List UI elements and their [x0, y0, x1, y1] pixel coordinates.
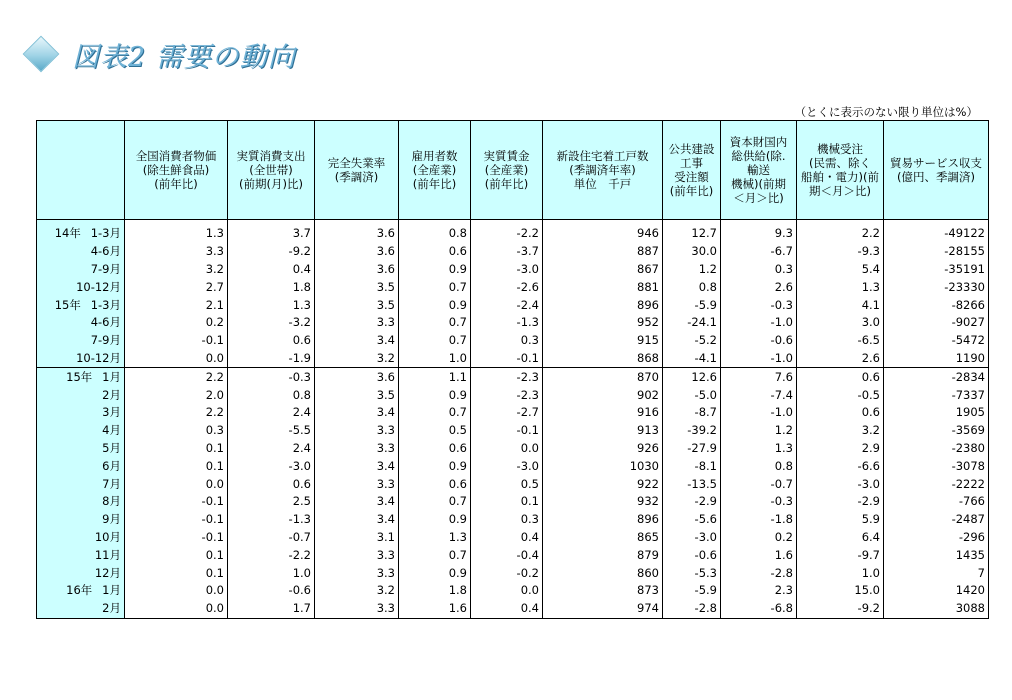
table-cell: 2.4 — [228, 404, 315, 422]
table-row — [37, 386, 989, 404]
table-cell: 2.2 — [797, 225, 884, 243]
table-cell: 1.3 — [125, 225, 228, 243]
row-label: 3月 — [37, 404, 125, 422]
table-cell: 1.7 — [228, 600, 315, 618]
table-row — [37, 582, 989, 600]
table-cell: 3.2 — [797, 422, 884, 440]
row-label: 4-6月 — [37, 314, 125, 332]
table-cell: -6.8 — [721, 600, 797, 618]
table-cell: 0.6 — [399, 243, 471, 261]
column-header: 資本財国内 総供給(除. 輸送 機械)(前期 ＜月＞比) — [721, 121, 797, 220]
table-cell: 3.3 — [315, 546, 399, 564]
table-cell: 3.3 — [315, 475, 399, 493]
table-cell: 0.3 — [721, 261, 797, 279]
row-label: 9月 — [37, 511, 125, 529]
table-cell: 1.3 — [399, 529, 471, 547]
table-cell: 902 — [543, 386, 663, 404]
table-cell: 0.6 — [228, 475, 315, 493]
column-header: 完全失業率 (季調済) — [315, 121, 399, 220]
table-cell: 916 — [543, 404, 663, 422]
table-cell: 974 — [543, 600, 663, 618]
row-label: 15年 1-3月 — [37, 296, 125, 314]
table-cell: 0.6 — [228, 332, 315, 350]
column-header: 雇用者数 (全産業) (前年比) — [399, 121, 471, 220]
table-row — [37, 529, 989, 547]
table-cell: -2.2 — [471, 225, 543, 243]
table-cell: -9.7 — [797, 546, 884, 564]
table-cell: -9.2 — [228, 243, 315, 261]
row-label: 15年 1月 — [37, 368, 125, 386]
table-cell: 0.1 — [125, 546, 228, 564]
table-cell: 2.6 — [721, 278, 797, 296]
table-cell: 873 — [543, 582, 663, 600]
table-cell: -1.0 — [721, 314, 797, 332]
row-era: 14年 — [54, 226, 81, 241]
table-cell: 0.5 — [471, 475, 543, 493]
table-cell: 1.0 — [228, 564, 315, 582]
table-cell: -766 — [884, 493, 989, 511]
table-cell: 870 — [543, 368, 663, 386]
table-cell: -0.6 — [721, 332, 797, 350]
table-cell: 913 — [543, 422, 663, 440]
table-cell: 12.7 — [663, 225, 721, 243]
table-cell: 2.2 — [125, 368, 228, 386]
row-label: 7月 — [37, 475, 125, 493]
table-row — [37, 278, 989, 296]
table-cell: 0.0 — [125, 600, 228, 618]
table-cell: -2.8 — [663, 600, 721, 618]
table-cell: 3088 — [884, 600, 989, 618]
table-cell: 3.4 — [315, 457, 399, 475]
table-cell: -35191 — [884, 261, 989, 279]
table-cell: 3.3 — [125, 243, 228, 261]
table-cell: -2.8 — [721, 564, 797, 582]
table-cell: -5.3 — [663, 564, 721, 582]
table-cell: -2380 — [884, 440, 989, 458]
table-cell: 1030 — [543, 457, 663, 475]
table-cell: 1.2 — [721, 422, 797, 440]
table-cell: 865 — [543, 529, 663, 547]
table-cell: 0.1 — [471, 493, 543, 511]
table-cell: 3.5 — [315, 386, 399, 404]
row-label: 7-9月 — [37, 261, 125, 279]
table-cell: -3.0 — [663, 529, 721, 547]
table-cell: -2.6 — [471, 278, 543, 296]
table-cell: 0.4 — [471, 600, 543, 618]
table-cell: -0.3 — [721, 296, 797, 314]
table-row — [37, 546, 989, 564]
table-cell: -2834 — [884, 368, 989, 386]
table-row — [37, 564, 989, 582]
table-cell: -2487 — [884, 511, 989, 529]
table-cell: 1.6 — [721, 546, 797, 564]
table-cell: -27.9 — [663, 440, 721, 458]
table-cell: 12.6 — [663, 368, 721, 386]
table-cell: -2.4 — [471, 296, 543, 314]
table-cell: 0.6 — [399, 475, 471, 493]
table-cell: -3078 — [884, 457, 989, 475]
table-cell: -7.4 — [721, 386, 797, 404]
table-cell: 3.5 — [315, 296, 399, 314]
table-cell: 0.9 — [399, 261, 471, 279]
table-cell: -2.9 — [663, 493, 721, 511]
table-cell: 0.4 — [471, 529, 543, 547]
header-row — [37, 121, 989, 220]
table-cell: -0.2 — [471, 564, 543, 582]
table-cell: 0.1 — [125, 564, 228, 582]
table-cell: 0.8 — [721, 457, 797, 475]
row-label: 10月 — [37, 529, 125, 547]
table-cell: 3.6 — [315, 243, 399, 261]
diamond-icon — [23, 36, 60, 73]
table-cell: 0.6 — [399, 440, 471, 458]
table-cell: 1435 — [884, 546, 989, 564]
table-cell: 915 — [543, 332, 663, 350]
table-cell: 3.2 — [315, 582, 399, 600]
table-row — [37, 600, 989, 618]
row-label: 5月 — [37, 440, 125, 458]
header-corner — [37, 121, 125, 220]
table-cell: 952 — [543, 314, 663, 332]
table-cell: 1.1 — [399, 368, 471, 386]
table-cell: -1.3 — [471, 314, 543, 332]
table-cell: -6.5 — [797, 332, 884, 350]
table-cell: 0.9 — [399, 511, 471, 529]
table-cell: 2.6 — [797, 350, 884, 368]
table-cell: 926 — [543, 440, 663, 458]
table-cell: 9.3 — [721, 225, 797, 243]
table-cell: -5.9 — [663, 582, 721, 600]
row-label: 11月 — [37, 546, 125, 564]
table-cell: 2.7 — [125, 278, 228, 296]
table-row — [37, 404, 989, 422]
row-label: 4-6月 — [37, 243, 125, 261]
table-row — [37, 422, 989, 440]
table-cell: 0.3 — [471, 511, 543, 529]
table-cell: 3.3 — [315, 314, 399, 332]
table-cell: 7 — [884, 564, 989, 582]
table-cell: -3.0 — [471, 457, 543, 475]
table-cell: -0.1 — [125, 529, 228, 547]
table-cell: 3.4 — [315, 332, 399, 350]
table-cell: 1.2 — [663, 261, 721, 279]
table-cell: -3.2 — [228, 314, 315, 332]
table-cell: -296 — [884, 529, 989, 547]
table-cell: 2.5 — [228, 493, 315, 511]
table-cell: -23330 — [884, 278, 989, 296]
row-label: 2月 — [37, 600, 125, 618]
table-cell: -6.7 — [721, 243, 797, 261]
table-cell: 0.0 — [125, 350, 228, 368]
table-cell: -3.0 — [797, 475, 884, 493]
table-cell: -39.2 — [663, 422, 721, 440]
table-cell: 1905 — [884, 404, 989, 422]
table-cell: -0.6 — [228, 582, 315, 600]
table-cell: 3.0 — [797, 314, 884, 332]
table-cell: 2.9 — [797, 440, 884, 458]
table-cell: 922 — [543, 475, 663, 493]
table-cell: -0.6 — [663, 546, 721, 564]
table-cell: 3.6 — [315, 261, 399, 279]
table-cell: 6.4 — [797, 529, 884, 547]
column-header: 実質賃金 (全産業) (前年比) — [471, 121, 543, 220]
table-cell: -3569 — [884, 422, 989, 440]
table-cell: 5.4 — [797, 261, 884, 279]
table-cell: 7.6 — [721, 368, 797, 386]
table-row — [37, 368, 989, 386]
row-label: 16年 1月 — [37, 582, 125, 600]
table-cell: 881 — [543, 278, 663, 296]
table-cell: 3.4 — [315, 511, 399, 529]
table-cell: -5.6 — [663, 511, 721, 529]
table-cell: 0.6 — [797, 404, 884, 422]
table-cell: -0.3 — [721, 493, 797, 511]
table-cell: -0.1 — [471, 422, 543, 440]
table-cell: 3.3 — [315, 422, 399, 440]
row-label: 10-12月 — [37, 278, 125, 296]
table-cell: 0.9 — [399, 457, 471, 475]
table-cell: 0.2 — [125, 314, 228, 332]
table-cell: 0.8 — [399, 225, 471, 243]
table-cell: -9.2 — [797, 600, 884, 618]
table-cell: 868 — [543, 350, 663, 368]
table-cell: 3.2 — [315, 350, 399, 368]
table-cell: 0.7 — [399, 314, 471, 332]
table-cell: -9027 — [884, 314, 989, 332]
table-cell: -5.9 — [663, 296, 721, 314]
row-label: 8月 — [37, 493, 125, 511]
table-cell: 1190 — [884, 350, 989, 368]
table-row — [37, 493, 989, 511]
table-cell: 0.2 — [721, 529, 797, 547]
table-cell: 0.7 — [399, 546, 471, 564]
table-cell: -28155 — [884, 243, 989, 261]
table-cell: -1.0 — [721, 404, 797, 422]
table-cell: 2.1 — [125, 296, 228, 314]
table-cell: 0.9 — [399, 564, 471, 582]
table-cell: 3.5 — [315, 278, 399, 296]
table-cell: 2.3 — [721, 582, 797, 600]
table-cell: 860 — [543, 564, 663, 582]
table-cell: -5472 — [884, 332, 989, 350]
table-cell: 867 — [543, 261, 663, 279]
column-header: 実質消費支出 (全世帯) (前期(月)比) — [228, 121, 315, 220]
table-cell: -0.3 — [228, 368, 315, 386]
table-cell: 0.7 — [399, 332, 471, 350]
row-label: 12月 — [37, 564, 125, 582]
table-body — [37, 220, 989, 619]
table-cell: -2.3 — [471, 368, 543, 386]
table-cell: -9.3 — [797, 243, 884, 261]
table-cell: -13.5 — [663, 475, 721, 493]
row-label: 2月 — [37, 386, 125, 404]
table-cell: -1.8 — [721, 511, 797, 529]
table-cell: 3.2 — [125, 261, 228, 279]
table-cell: 0.3 — [471, 332, 543, 350]
table-cell: -0.5 — [797, 386, 884, 404]
table-cell: 946 — [543, 225, 663, 243]
table-row — [37, 440, 989, 458]
table-cell: -6.6 — [797, 457, 884, 475]
table-cell: -8266 — [884, 296, 989, 314]
table-cell: 0.7 — [399, 404, 471, 422]
table-cell: 3.6 — [315, 225, 399, 243]
table-cell: -3.7 — [471, 243, 543, 261]
table-cell: 932 — [543, 493, 663, 511]
table-cell: 2.2 — [125, 404, 228, 422]
table-cell: 1.0 — [797, 564, 884, 582]
table-cell: 0.3 — [125, 422, 228, 440]
table-cell: 1.0 — [399, 350, 471, 368]
row-label: 14年 1-3月 — [37, 225, 125, 243]
table-row — [37, 261, 989, 279]
table-cell: 2.4 — [228, 440, 315, 458]
table-cell: 0.0 — [125, 582, 228, 600]
table-row — [37, 457, 989, 475]
table-cell: 3.3 — [315, 440, 399, 458]
table-cell: 0.4 — [228, 261, 315, 279]
unit-note: （とくに表示のない限り単位は%） — [794, 105, 978, 119]
demand-trend-table — [36, 120, 989, 619]
table-row — [37, 296, 989, 314]
table-cell: -1.0 — [721, 350, 797, 368]
column-header: 新設住宅着工戸数 (季調済年率) 単位 千戸 — [543, 121, 663, 220]
table-cell: -0.7 — [228, 529, 315, 547]
table-cell: -2.7 — [471, 404, 543, 422]
table-cell: 1.3 — [228, 296, 315, 314]
row-era: 16年 — [66, 583, 93, 598]
table-cell: 3.3 — [315, 564, 399, 582]
table-cell: 3.6 — [315, 368, 399, 386]
table-cell: 1.3 — [721, 440, 797, 458]
table-cell: -2.9 — [797, 493, 884, 511]
table-cell: 0.0 — [471, 440, 543, 458]
table-cell: 2.0 — [125, 386, 228, 404]
table-cell: -49122 — [884, 225, 989, 243]
table-cell: -0.1 — [125, 332, 228, 350]
table-cell: 1.6 — [399, 600, 471, 618]
table-cell: 3.4 — [315, 404, 399, 422]
table-cell: -2222 — [884, 475, 989, 493]
table-cell: -2.3 — [471, 386, 543, 404]
table-cell: 0.1 — [125, 457, 228, 475]
table-cell: -5.5 — [228, 422, 315, 440]
table-cell: 4.1 — [797, 296, 884, 314]
table-cell: -3.0 — [228, 457, 315, 475]
table-row — [37, 225, 989, 243]
table-cell: 0.1 — [125, 440, 228, 458]
row-label: 4月 — [37, 422, 125, 440]
table-cell: 0.8 — [663, 278, 721, 296]
table-cell: -2.2 — [228, 546, 315, 564]
table-cell: -1.9 — [228, 350, 315, 368]
column-header: 公共建設 工事 受注額 (前年比) — [663, 121, 721, 220]
table-cell: 879 — [543, 546, 663, 564]
table-cell: 5.9 — [797, 511, 884, 529]
table-cell: 0.8 — [228, 386, 315, 404]
table-cell: 1420 — [884, 582, 989, 600]
table-cell: 896 — [543, 511, 663, 529]
row-era: 15年 — [54, 297, 81, 312]
column-header: 機械受注 (民需、除く 船舶・電力)(前 期＜月＞比) — [797, 121, 884, 220]
table-cell: 896 — [543, 296, 663, 314]
table-row — [37, 243, 989, 261]
table-row — [37, 332, 989, 350]
table-cell: 1.8 — [228, 278, 315, 296]
column-header: 貿易サービス収支 (億円、季調済) — [884, 121, 989, 220]
table-cell: -5.0 — [663, 386, 721, 404]
row-label: 6月 — [37, 457, 125, 475]
row-label: 7-9月 — [37, 332, 125, 350]
table-cell: -0.1 — [125, 493, 228, 511]
table-cell: -5.2 — [663, 332, 721, 350]
table-row — [37, 350, 989, 368]
table-cell: 30.0 — [663, 243, 721, 261]
table-cell: -24.1 — [663, 314, 721, 332]
table-cell: 887 — [543, 243, 663, 261]
table-cell: 1.3 — [797, 278, 884, 296]
table-cell: 1.8 — [399, 582, 471, 600]
table-cell: -1.3 — [228, 511, 315, 529]
page-title — [22, 34, 296, 74]
table-cell: -0.7 — [721, 475, 797, 493]
table-cell: -8.1 — [663, 457, 721, 475]
table-cell: 0.7 — [399, 278, 471, 296]
row-era: 15年 — [66, 369, 93, 384]
table-cell: 0.0 — [471, 582, 543, 600]
table-cell: 15.0 — [797, 582, 884, 600]
table-row — [37, 475, 989, 493]
table-cell: -3.0 — [471, 261, 543, 279]
table-cell: -0.4 — [471, 546, 543, 564]
table-cell: 3.4 — [315, 493, 399, 511]
table-cell: 0.7 — [399, 493, 471, 511]
title-text: 図表2 需要の動向 — [72, 41, 296, 73]
table-cell: -0.1 — [471, 350, 543, 368]
table-cell: 3.1 — [315, 529, 399, 547]
table-cell: 3.3 — [315, 600, 399, 618]
table-cell: -8.7 — [663, 404, 721, 422]
column-header: 全国消費者物価 (除生鮮食品) (前年比) — [125, 121, 228, 220]
table-cell: -0.1 — [125, 511, 228, 529]
table-cell: -4.1 — [663, 350, 721, 368]
table-cell: 0.9 — [399, 386, 471, 404]
table-cell: 0.6 — [797, 368, 884, 386]
table-cell: 0.9 — [399, 296, 471, 314]
table-cell: 3.7 — [228, 225, 315, 243]
table-row — [37, 314, 989, 332]
row-label: 10-12月 — [37, 350, 125, 368]
table-cell: -7337 — [884, 386, 989, 404]
table-row — [37, 511, 989, 529]
table-cell: 0.5 — [399, 422, 471, 440]
table-cell: 0.0 — [125, 475, 228, 493]
